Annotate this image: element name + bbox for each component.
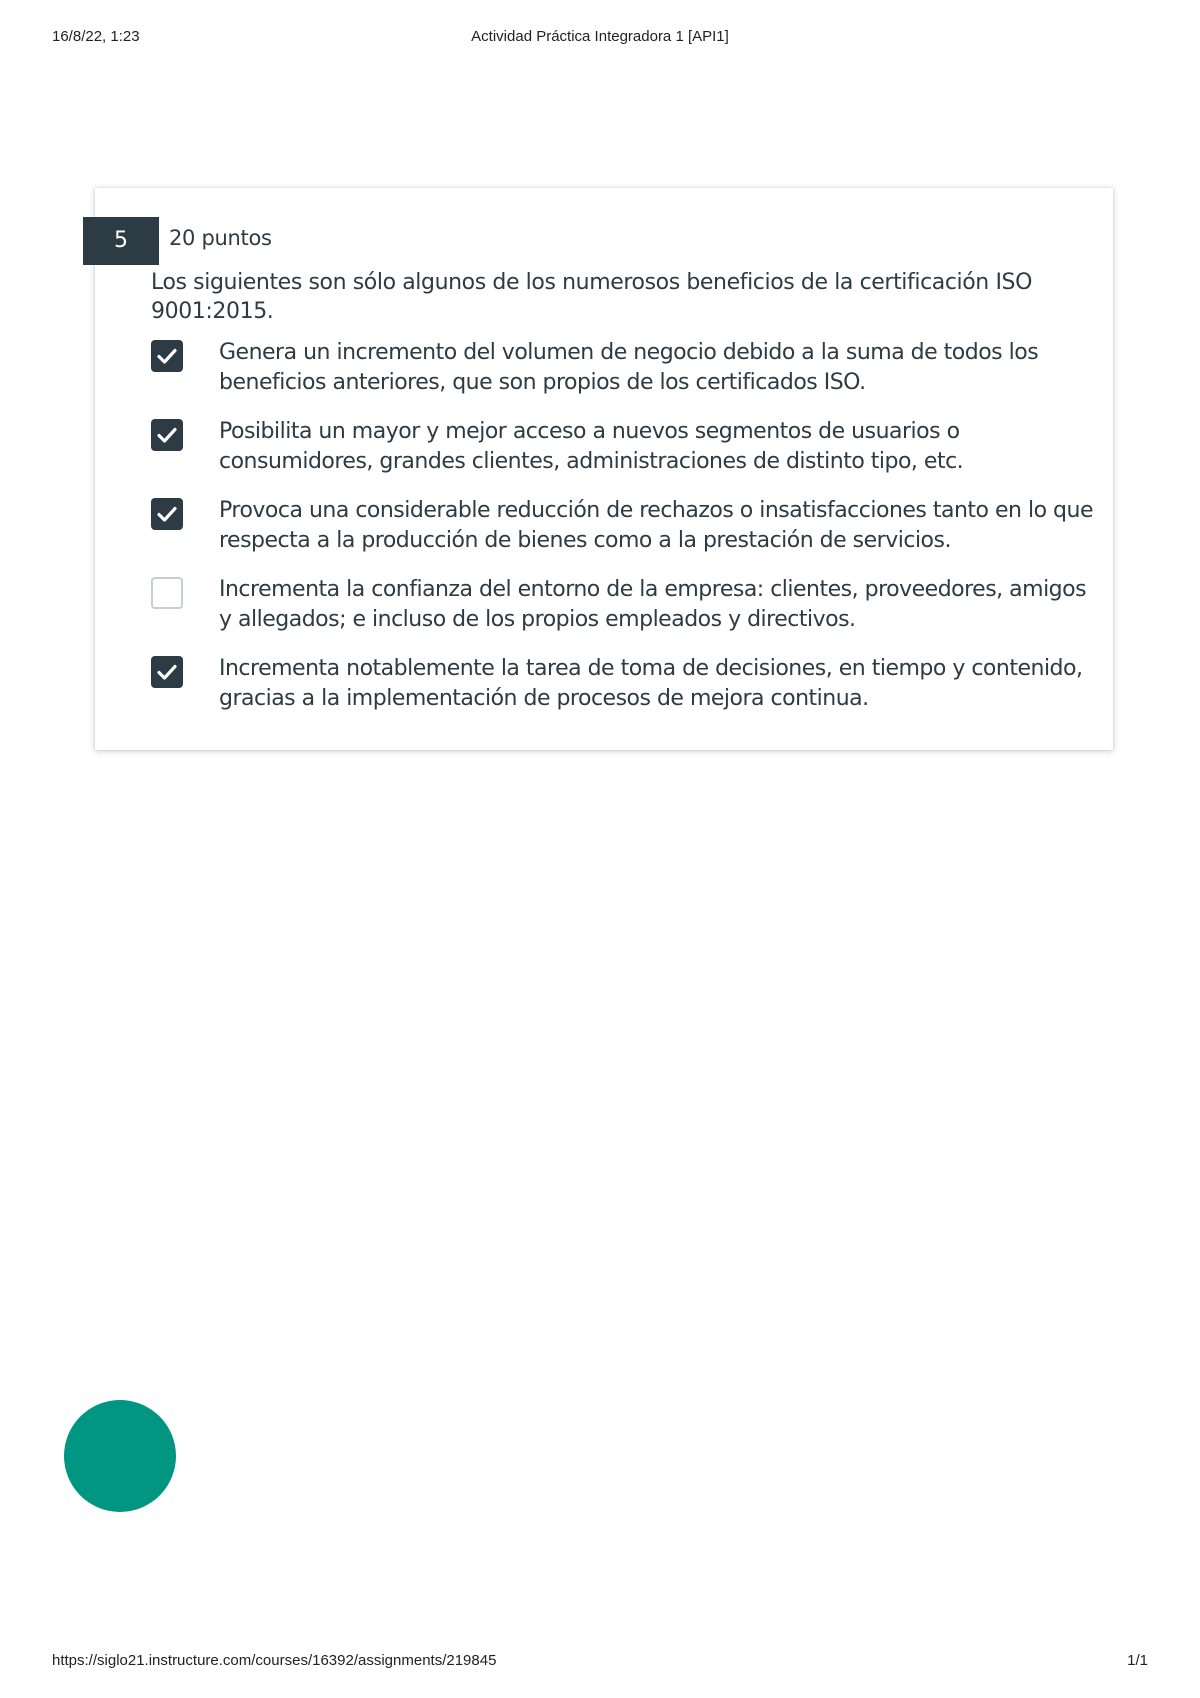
answer-option[interactable] — [151, 338, 1091, 396]
answer-checkbox[interactable] — [151, 498, 183, 530]
checkmark-icon — [157, 663, 177, 681]
question-number: 5 — [83, 217, 159, 265]
print-datetime: 16/8/22, 1:23 — [52, 28, 140, 45]
checkmark-icon — [157, 505, 177, 523]
answer-list — [151, 338, 1091, 733]
question-card — [95, 188, 1113, 750]
answer-label: Genera un incremento del volumen de negocio debido a la suma de todos los beneficios anteriores, que son propios de los certificados ISO. — [219, 340, 1039, 395]
checkmark-icon — [157, 426, 177, 444]
print-page-number: 1/1 — [1127, 1652, 1148, 1669]
answer-option[interactable] — [151, 496, 1091, 554]
answer-checkbox[interactable] — [151, 340, 183, 372]
answer-checkbox[interactable] — [151, 577, 183, 609]
answer-label: Posibilita un mayor y mejor acceso a nuevos segmentos de usuarios o consumidores, grandes clientes, administraciones de distinto tipo, etc. — [219, 419, 964, 474]
print-footer — [0, 1652, 1200, 1674]
answer-option[interactable] — [151, 417, 1091, 475]
answer-option[interactable] — [151, 654, 1091, 712]
avatar[interactable] — [64, 1400, 176, 1512]
answer-label: Incrementa la confianza del entorno de la empresa: clientes, proveedores, amigos y allegados; e incluso de los propios empleados y directivos. — [219, 577, 1087, 632]
answer-checkbox[interactable] — [151, 656, 183, 688]
question-points: 20 puntos — [169, 226, 272, 250]
print-title: Actividad Práctica Integradora 1 [API1] — [471, 28, 729, 45]
checkmark-icon — [157, 347, 177, 365]
print-header — [0, 28, 1200, 50]
print-url: https://siglo21.instructure.com/courses/16392/assignments/219845 — [52, 1652, 497, 1669]
answer-label: Incrementa notablemente la tarea de toma de decisiones, en tiempo y contenido, gracias a la implementación de procesos de mejora continua. — [219, 656, 1083, 711]
answer-checkbox[interactable] — [151, 419, 183, 451]
answer-option[interactable] — [151, 575, 1091, 633]
answer-label: Provoca una considerable reducción de rechazos o insatisfacciones tanto en lo que respecta a la producción de bienes como a la prestación de servicios. — [219, 498, 1093, 553]
question-text: Los siguientes son sólo algunos de los numerosos beneficios de la certificación ISO 9001:2015. — [151, 270, 1033, 324]
